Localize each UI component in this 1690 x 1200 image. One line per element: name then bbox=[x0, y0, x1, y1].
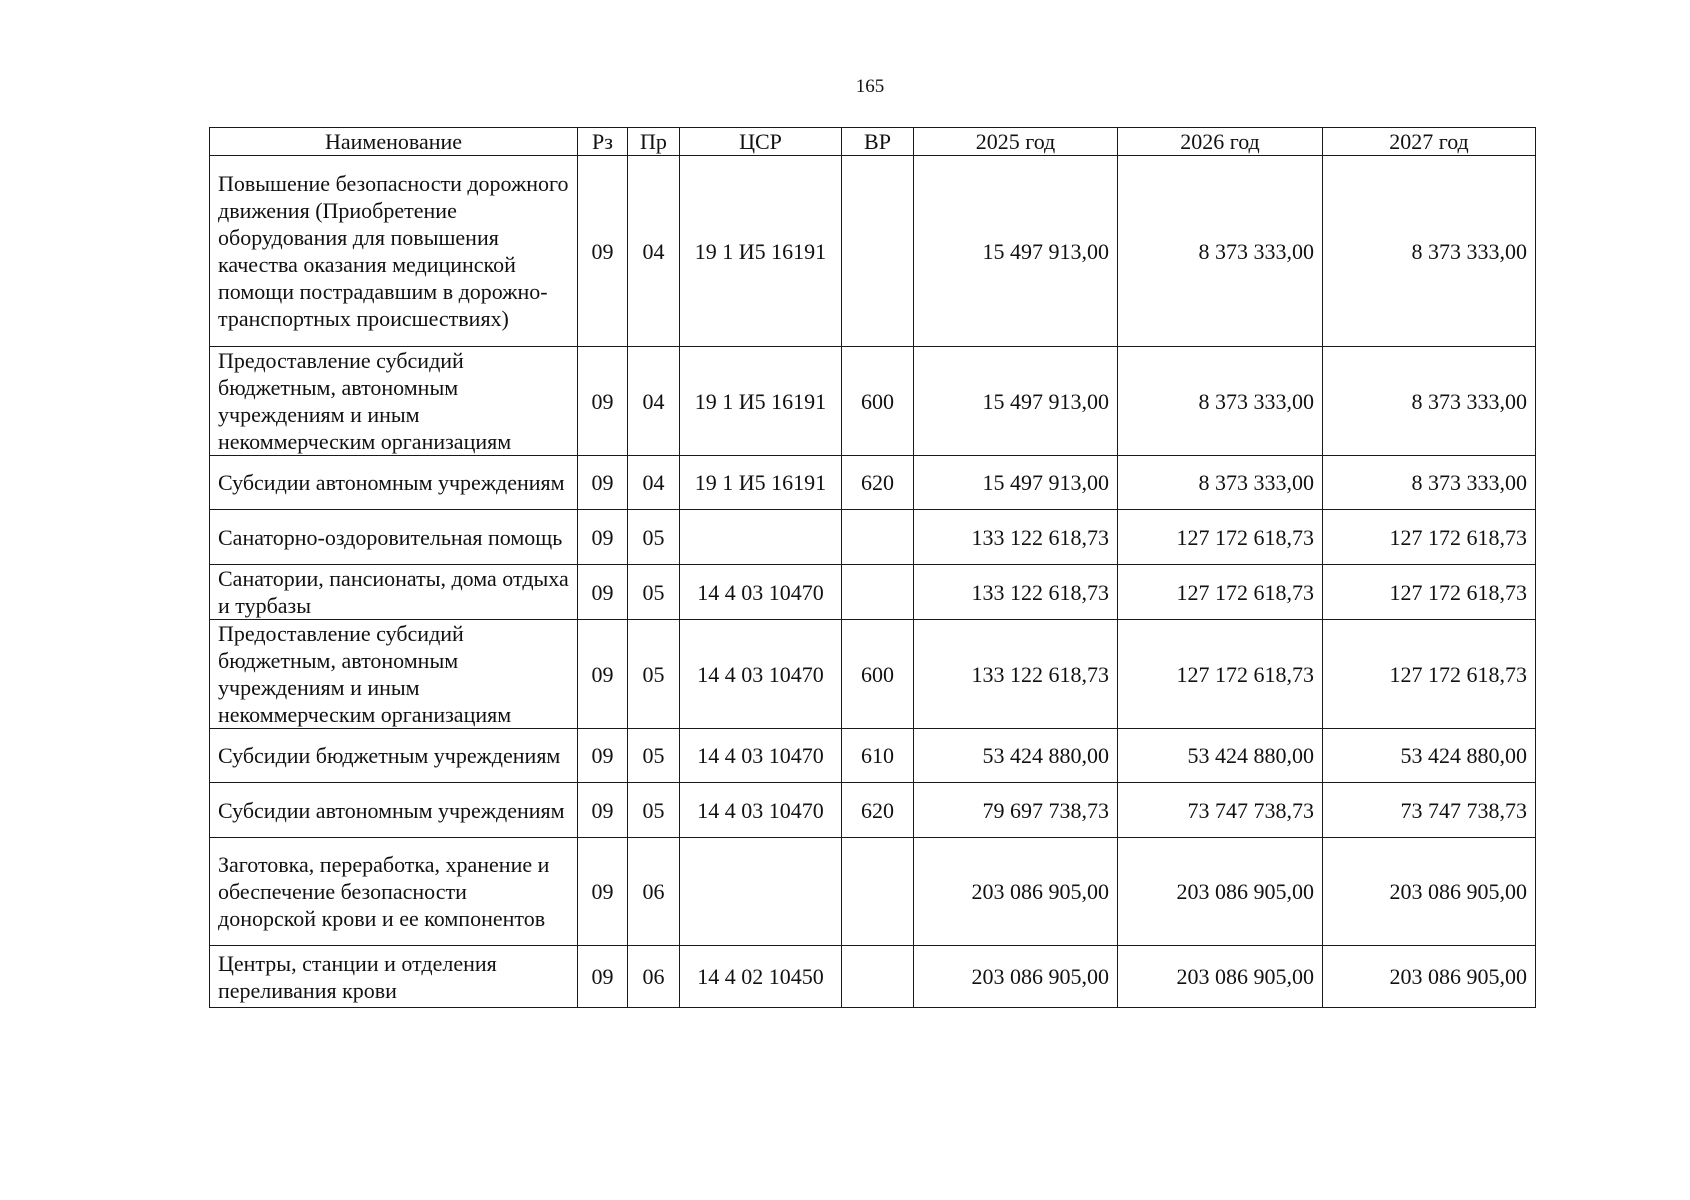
row-pr: 06 bbox=[628, 838, 680, 946]
row-csr: 14 4 03 10470 bbox=[680, 565, 842, 620]
table-row bbox=[210, 156, 1536, 347]
row-2026: 127 172 618,73 bbox=[1118, 565, 1323, 620]
row-csr bbox=[680, 510, 842, 565]
table-row bbox=[210, 510, 1536, 565]
row-2025: 133 122 618,73 bbox=[914, 620, 1118, 729]
row-pr: 05 bbox=[628, 565, 680, 620]
row-2027: 203 086 905,00 bbox=[1323, 838, 1536, 946]
row-pr: 05 bbox=[628, 620, 680, 729]
row-2025: 133 122 618,73 bbox=[914, 510, 1118, 565]
row-2026: 73 747 738,73 bbox=[1118, 783, 1323, 838]
header-2026: 2026 год bbox=[1118, 128, 1323, 156]
budget-table bbox=[209, 127, 1536, 1008]
row-2026: 8 373 333,00 bbox=[1118, 156, 1323, 347]
row-csr: 19 1 И5 16191 bbox=[680, 456, 842, 510]
row-pr: 04 bbox=[628, 156, 680, 347]
row-rz: 09 bbox=[578, 946, 628, 1008]
row-2026: 127 172 618,73 bbox=[1118, 620, 1323, 729]
row-rz: 09 bbox=[578, 347, 628, 456]
row-vr bbox=[842, 565, 914, 620]
row-csr: 14 4 03 10470 bbox=[680, 729, 842, 783]
row-name: Субсидии автономным учреждениям bbox=[210, 783, 578, 838]
row-csr: 19 1 И5 16191 bbox=[680, 156, 842, 347]
row-2027: 127 172 618,73 bbox=[1323, 565, 1536, 620]
table-row bbox=[210, 783, 1536, 838]
row-2025: 15 497 913,00 bbox=[914, 156, 1118, 347]
row-vr: 620 bbox=[842, 783, 914, 838]
row-vr bbox=[842, 838, 914, 946]
row-rz: 09 bbox=[578, 783, 628, 838]
row-rz: 09 bbox=[578, 510, 628, 565]
row-vr: 600 bbox=[842, 347, 914, 456]
row-2025: 15 497 913,00 bbox=[914, 456, 1118, 510]
row-csr: 14 4 03 10470 bbox=[680, 783, 842, 838]
row-2026: 127 172 618,73 bbox=[1118, 510, 1323, 565]
row-2027: 53 424 880,00 bbox=[1323, 729, 1536, 783]
row-pr: 04 bbox=[628, 456, 680, 510]
row-rz: 09 bbox=[578, 156, 628, 347]
row-name: Предоставление субсидий бюджетным, автономным учреждениям и иным некоммерческим организациям bbox=[210, 620, 578, 729]
row-pr: 05 bbox=[628, 729, 680, 783]
table-row bbox=[210, 456, 1536, 510]
row-vr: 610 bbox=[842, 729, 914, 783]
row-2027: 8 373 333,00 bbox=[1323, 347, 1536, 456]
row-pr: 04 bbox=[628, 347, 680, 456]
row-rz: 09 bbox=[578, 838, 628, 946]
row-name: Предоставление субсидий бюджетным, автономным учреждениям и иным некоммерческим организациям bbox=[210, 347, 578, 456]
row-2026: 8 373 333,00 bbox=[1118, 456, 1323, 510]
row-name: Центры, станции и отделения переливания крови bbox=[210, 946, 578, 1008]
row-2027: 8 373 333,00 bbox=[1323, 156, 1536, 347]
row-2027: 127 172 618,73 bbox=[1323, 510, 1536, 565]
row-2025: 53 424 880,00 bbox=[914, 729, 1118, 783]
row-name: Субсидии автономным учреждениям bbox=[210, 456, 578, 510]
row-csr: 14 4 02 10450 bbox=[680, 946, 842, 1008]
row-rz: 09 bbox=[578, 565, 628, 620]
page-number: 165 bbox=[855, 76, 885, 97]
row-vr bbox=[842, 946, 914, 1008]
table-row bbox=[210, 729, 1536, 783]
row-vr: 600 bbox=[842, 620, 914, 729]
row-2027: 203 086 905,00 bbox=[1323, 946, 1536, 1008]
row-2026: 203 086 905,00 bbox=[1118, 838, 1323, 946]
row-pr: 05 bbox=[628, 510, 680, 565]
row-rz: 09 bbox=[578, 456, 628, 510]
table-row bbox=[210, 347, 1536, 456]
header-2027: 2027 год bbox=[1323, 128, 1536, 156]
row-csr: 19 1 И5 16191 bbox=[680, 347, 842, 456]
row-2025: 133 122 618,73 bbox=[914, 565, 1118, 620]
table-row bbox=[210, 620, 1536, 729]
table-header-row bbox=[210, 128, 1536, 156]
header-pr: Пр bbox=[628, 128, 680, 156]
row-2025: 79 697 738,73 bbox=[914, 783, 1118, 838]
row-name: Заготовка, переработка, хранение и обеспечение безопасности донорской крови и ее компонентов bbox=[210, 838, 578, 946]
row-rz: 09 bbox=[578, 620, 628, 729]
row-csr: 14 4 03 10470 bbox=[680, 620, 842, 729]
row-2027: 8 373 333,00 bbox=[1323, 456, 1536, 510]
row-2025: 15 497 913,00 bbox=[914, 347, 1118, 456]
row-name: Санаторно-оздоровительная помощь bbox=[210, 510, 578, 565]
row-csr bbox=[680, 838, 842, 946]
row-pr: 05 bbox=[628, 783, 680, 838]
row-vr: 620 bbox=[842, 456, 914, 510]
row-vr bbox=[842, 156, 914, 347]
row-2026: 8 373 333,00 bbox=[1118, 347, 1323, 456]
row-2026: 203 086 905,00 bbox=[1118, 946, 1323, 1008]
row-2025: 203 086 905,00 bbox=[914, 838, 1118, 946]
table-row bbox=[210, 946, 1536, 1008]
header-2025: 2025 год bbox=[914, 128, 1118, 156]
row-2027: 127 172 618,73 bbox=[1323, 620, 1536, 729]
header-rz: Рз bbox=[578, 128, 628, 156]
row-rz: 09 bbox=[578, 729, 628, 783]
row-2027: 73 747 738,73 bbox=[1323, 783, 1536, 838]
row-pr: 06 bbox=[628, 946, 680, 1008]
row-vr bbox=[842, 510, 914, 565]
row-2026: 53 424 880,00 bbox=[1118, 729, 1323, 783]
table-row bbox=[210, 838, 1536, 946]
row-name: Повышение безопасности дорожного движения (Приобретение оборудования для повышения качества оказания медицинской помощи пострадавшим в дорожно-транспортных происшествиях) bbox=[210, 156, 578, 347]
header-csr: ЦСР bbox=[680, 128, 842, 156]
row-name: Субсидии бюджетным учреждениям bbox=[210, 729, 578, 783]
row-2025: 203 086 905,00 bbox=[914, 946, 1118, 1008]
table-row bbox=[210, 565, 1536, 620]
header-name: Наименование bbox=[210, 128, 578, 156]
header-vr: ВР bbox=[842, 128, 914, 156]
row-name: Санатории, пансионаты, дома отдыха и турбазы bbox=[210, 565, 578, 620]
